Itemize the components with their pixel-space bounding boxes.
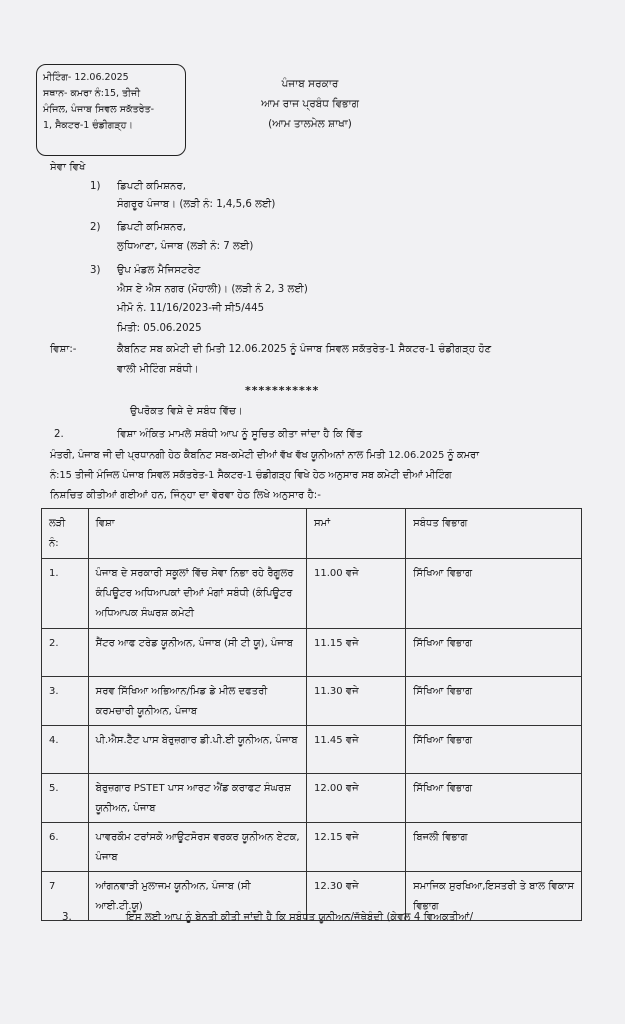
- table-row: [42, 677, 582, 726]
- stamp-line: 1, ਸੈਕਟਰ-1 ਚੰਡੀਗੜ੍ਹ।: [43, 120, 133, 131]
- header-serial-line: ਨੰ:: [49, 538, 59, 549]
- cell-dept: ਸਿੱਖਿਆ ਵਿਭਾਗ: [406, 726, 582, 774]
- cell-subject: ਪਾਵਰਕੌਮ ਟਰਾਂਸਕੋ ਆਊਟਸੋਰਸ ਵਰਕਰ ਯੂਨੀਅਨ ਏਟਕ, ਪੰਜਾਬ: [88, 823, 306, 872]
- cell-subject: ਆਂਗਨਵਾੜੀ ਮੁਲਾਜਮ ਯੂਨੀਅਨ, ਪੰਜਾਬ (ਸੀ ਆਈ.ਟੀ.ਯੂ): [88, 872, 306, 921]
- paragraph-line: ਨਿਸ਼ਚਿਤ ਕੀਤੀਆਂ ਗਈਆਂ ਹਨ, ਜਿੰਨ੍ਹਾ ਦਾ ਵੇਰਵਾ ਹੇਠ ਲਿਖੇ ਅਨੁਸਾਰ ਹੈ:-: [50, 490, 321, 501]
- paragraph-line: ਵਿਸ਼ਾ ਅੰਕਿਤ ਮਾਮਲੇ ਸਬੰਧੀ ਆਪ ਨੂੰ ਸੂਚਿਤ ਕੀਤਾ ਜਾਂਦਾ ਹੈ ਕਿ ਵਿੱਤ: [117, 429, 363, 440]
- cell-time: 12.00 ਵਜੇ: [307, 774, 406, 823]
- header-branch: (ਆਮ ਤਾਲਮੇਲ ਸ਼ਾਖਾ): [268, 118, 352, 130]
- cell-subject: ਪੀ.ਐਸ.ਟੈੱਟ ਪਾਸ ਬੇਰੁਜ਼ਗਾਰ ਡੀ.ਪੀ.ਈ ਯੂਨੀਅਨ, ਪੰਜਾਬ: [88, 726, 306, 774]
- cell-time: 11.45 ਵਜੇ: [307, 726, 406, 774]
- table-header-row: [42, 509, 582, 559]
- header-serial-line: ਲੜੀ: [49, 518, 66, 529]
- table-row: [42, 726, 582, 774]
- cell-time: 11.00 ਵਜੇ: [307, 559, 406, 629]
- cell-time: 11.15 ਵਜੇ: [307, 629, 406, 677]
- salutation: ਸੇਵਾ ਵਿਖੇ: [50, 162, 86, 173]
- table-row: [42, 774, 582, 823]
- cell-subject: ਸਰਵ ਸਿੱਖਿਆ ਅਭਿਆਨ/ਮਿਡ ਡੇ ਮੀਲ ਦਫਤਰੀ ਕਰਮਚਾਰੀ ਯੂਨੀਅਨ, ਪੰਜਾਬ: [88, 677, 306, 726]
- recipient-number: 3): [90, 265, 101, 276]
- header-cell-time: ਸਮਾਂ: [307, 509, 406, 559]
- memo-date: ਮਿਤੀ: 05.06.2025: [117, 323, 202, 334]
- table-row: [42, 629, 582, 677]
- cell-time: 12.30 ਵਜੇ: [307, 872, 406, 921]
- cell-subject: ਪੰਜਾਬ ਦੇ ਸਰਕਾਰੀ ਸਕੂਲਾਂ ਵਿੱਚ ਸੇਵਾ ਨਿਭਾ ਰਹੇ ਰੈਗੂਲਰ ਕੰਪਿਊਟਰ ਅਧਿਆਪਕਾਂ ਦੀਆਂ ਮੰਗਾਂ ਸਬੰਧੀ (ਕੰਪਿਊਟਰ ਅਧਿਆਪਕ ਸੰਘਰਸ਼ ਕਮੇਟੀ: [88, 559, 306, 629]
- cell-dept: ਸਮਾਜਿਕ ਸੁਰਖਿਆ,ਇਸਤਰੀ ਤੇ ਬਾਲ ਵਿਕਾਸ ਵਿਭਾਗ: [406, 872, 582, 921]
- cell-time: 12.15 ਵਜੇ: [307, 823, 406, 872]
- recipient-number: 2): [90, 222, 101, 233]
- header-cell-serial: [42, 509, 89, 559]
- cell-dept: ਸਿੱਖਿਆ ਵਿਭਾਗ: [406, 774, 582, 823]
- cell-subject: ਸੈਂਟਰ ਆਫ ਟਰੇਡ ਯੂਨੀਅਨ, ਪੰਜਾਬ (ਸੀ ਟੀ ਯੂ), ਪੰਜਾਬ: [88, 629, 306, 677]
- stamp-line: ਮੀਟਿੰਗ- 12.06.2025: [43, 72, 129, 83]
- cell-serial: 2.: [42, 629, 89, 677]
- recipient-place: ਲੁਧਿਆਣਾ, ਪੰਜਾਬ (ਲੜੀ ਨੰ: 7 ਲਈ): [117, 241, 254, 252]
- subject-text: ਵਾਲੀ ਮੀਟਿੰਗ ਸਬੰਧੀ।: [117, 364, 199, 375]
- paragraph-number: 3.: [62, 912, 72, 923]
- cell-time: 11.30 ਵਜੇ: [307, 677, 406, 726]
- paragraph-line: ਇਸ ਲਈ ਆਪ ਨੂੰ ਬੇਨਤੀ ਕੀਤੀ ਜਾਂਦੀ ਹੈ ਕਿ ਸਬੰਧਤ ਯੂਨੀਅਨ/ਜੱਥੇਬੰਦੀ (ਕੇਵਲ 4 ਵਿਅਕਤੀਆਂ/: [126, 912, 474, 923]
- memo-number: ਮੀਮੋ ਨੰ. 11/16/2023-ਜੀ ਸੀ5/445: [117, 303, 265, 314]
- meeting-schedule-table: [41, 508, 582, 921]
- cell-serial: 3.: [42, 677, 89, 726]
- cell-dept: ਸਿੱਖਿਆ ਵਿਭਾਗ: [406, 629, 582, 677]
- separator-stars: ***********: [245, 384, 320, 397]
- intro-line: ਉਪਰੋਕਤ ਵਿਸ਼ੇ ਦੇ ਸਬੰਧ ਵਿੱਚ।: [130, 406, 243, 417]
- header-cell-dept: ਸਬੰਧਤ ਵਿਭਾਗ: [406, 509, 582, 559]
- cell-serial: 7: [42, 872, 89, 921]
- recipient-title: ਉਪ ਮੰਡਲ ਮੈਜਿਸਟਰੇਟ: [117, 265, 201, 276]
- cell-dept: ਸਿੱਖਿਆ ਵਿਭਾਗ: [406, 677, 582, 726]
- table-row: [42, 823, 582, 872]
- cell-dept: ਸਿੱਖਿਆ ਵਿਭਾਗ: [406, 559, 582, 629]
- recipient-place: ਐਸ ਏ ਐਸ ਨਗਰ (ਮੋਹਾਲੀ)। (ਲੜੀ ਨੰ 2, 3 ਲਈ): [117, 284, 308, 295]
- cell-subject: ਬੇਰੁਜ਼ਗਾਰ PSTET ਪਾਸ ਆਰਟ ਐਂਡ ਕਰਾਫਟ ਸੰਘਰਸ਼ ਯੂਨੀਅਨ, ਪੰਜਾਬ: [88, 774, 306, 823]
- cell-serial: 5.: [42, 774, 89, 823]
- cell-serial: 1.: [42, 559, 89, 629]
- subject-label: ਵਿਸ਼ਾ:-: [50, 344, 77, 355]
- paragraph-line: ਮੰਤਰੀ, ਪੰਜਾਬ ਜੀ ਦੀ ਪ੍ਰਧਾਨਗੀ ਹੇਠ ਕੈਬਨਿਟ ਸਬ-ਕਮੇਟੀ ਦੀਆਂ ਵੱਖ ਵੱਖ ਯੂਨੀਅਨਾਂ ਨਾਲ ਮਿਤੀ 12.06.2025 ਨੂੰ ਕਮਰਾ: [50, 450, 479, 461]
- cell-serial: 6.: [42, 823, 89, 872]
- header-govt: ਪੰਜਾਬ ਸਰਕਾਰ: [281, 78, 339, 90]
- recipient-title: ਡਿਪਟੀ ਕਮਿਸ਼ਨਰ,: [117, 181, 186, 192]
- cell-dept: ਬਿਜਲੀ ਵਿਭਾਗ: [406, 823, 582, 872]
- paragraph-number: 2.: [54, 429, 64, 440]
- paragraph-line: ਨੰ:15 ਤੀਜੀ ਮੰਜਿਲ ਪੰਜਾਬ ਸਿਵਲ ਸਕੱਤਰੇਤ-1 ਸੈਕਟਰ-1 ਚੰਡੀਗੜ੍ਹ ਵਿਖੇ ਹੇਠ ਅਨੁਸਾਰ ਸਬ ਕਮੇਟੀ ਦੀਆਂ ਮੀਟਿੰਗ: [50, 470, 452, 481]
- header-cell-subject: ਵਿਸ਼ਾ: [88, 509, 306, 559]
- stamp-line: ਸਥਾਨ- ਕਮਰਾ ਨੰ:15, ਤੀਜੀ: [43, 88, 141, 99]
- cell-serial: 4.: [42, 726, 89, 774]
- subject-text: ਕੈਬਨਿਟ ਸਬ ਕਮੇਟੀ ਦੀ ਮਿਤੀ 12.06.2025 ਨੂੰ ਪੰਜਾਬ ਸਿਵਲ ਸਕੱਤਰੇਤ-1 ਸੈਕਟਰ-1 ਚੰਡੀਗੜ੍ਹ ਹੋਣ: [117, 344, 492, 355]
- stamp-line: ਮੰਜਿਲ, ਪੰਜਾਬ ਸਿਵਲ ਸਕੱਤਰੇਤ-: [43, 104, 155, 115]
- recipient-place: ਸੰਗਰੂਰ ਪੰਜਾਬ। (ਲੜੀ ਨੰ: 1,4,5,6 ਲਈ): [117, 199, 276, 210]
- table-row: [42, 559, 582, 629]
- recipient-number: 1): [90, 181, 101, 192]
- header-dept: ਆਮ ਰਾਜ ਪ੍ਰਬੰਧ ਵਿਭਾਗ: [261, 98, 359, 110]
- recipient-title: ਡਿਪਟੀ ਕਮਿਸ਼ਨਰ,: [117, 222, 186, 233]
- meeting-stamp-box: [36, 64, 186, 156]
